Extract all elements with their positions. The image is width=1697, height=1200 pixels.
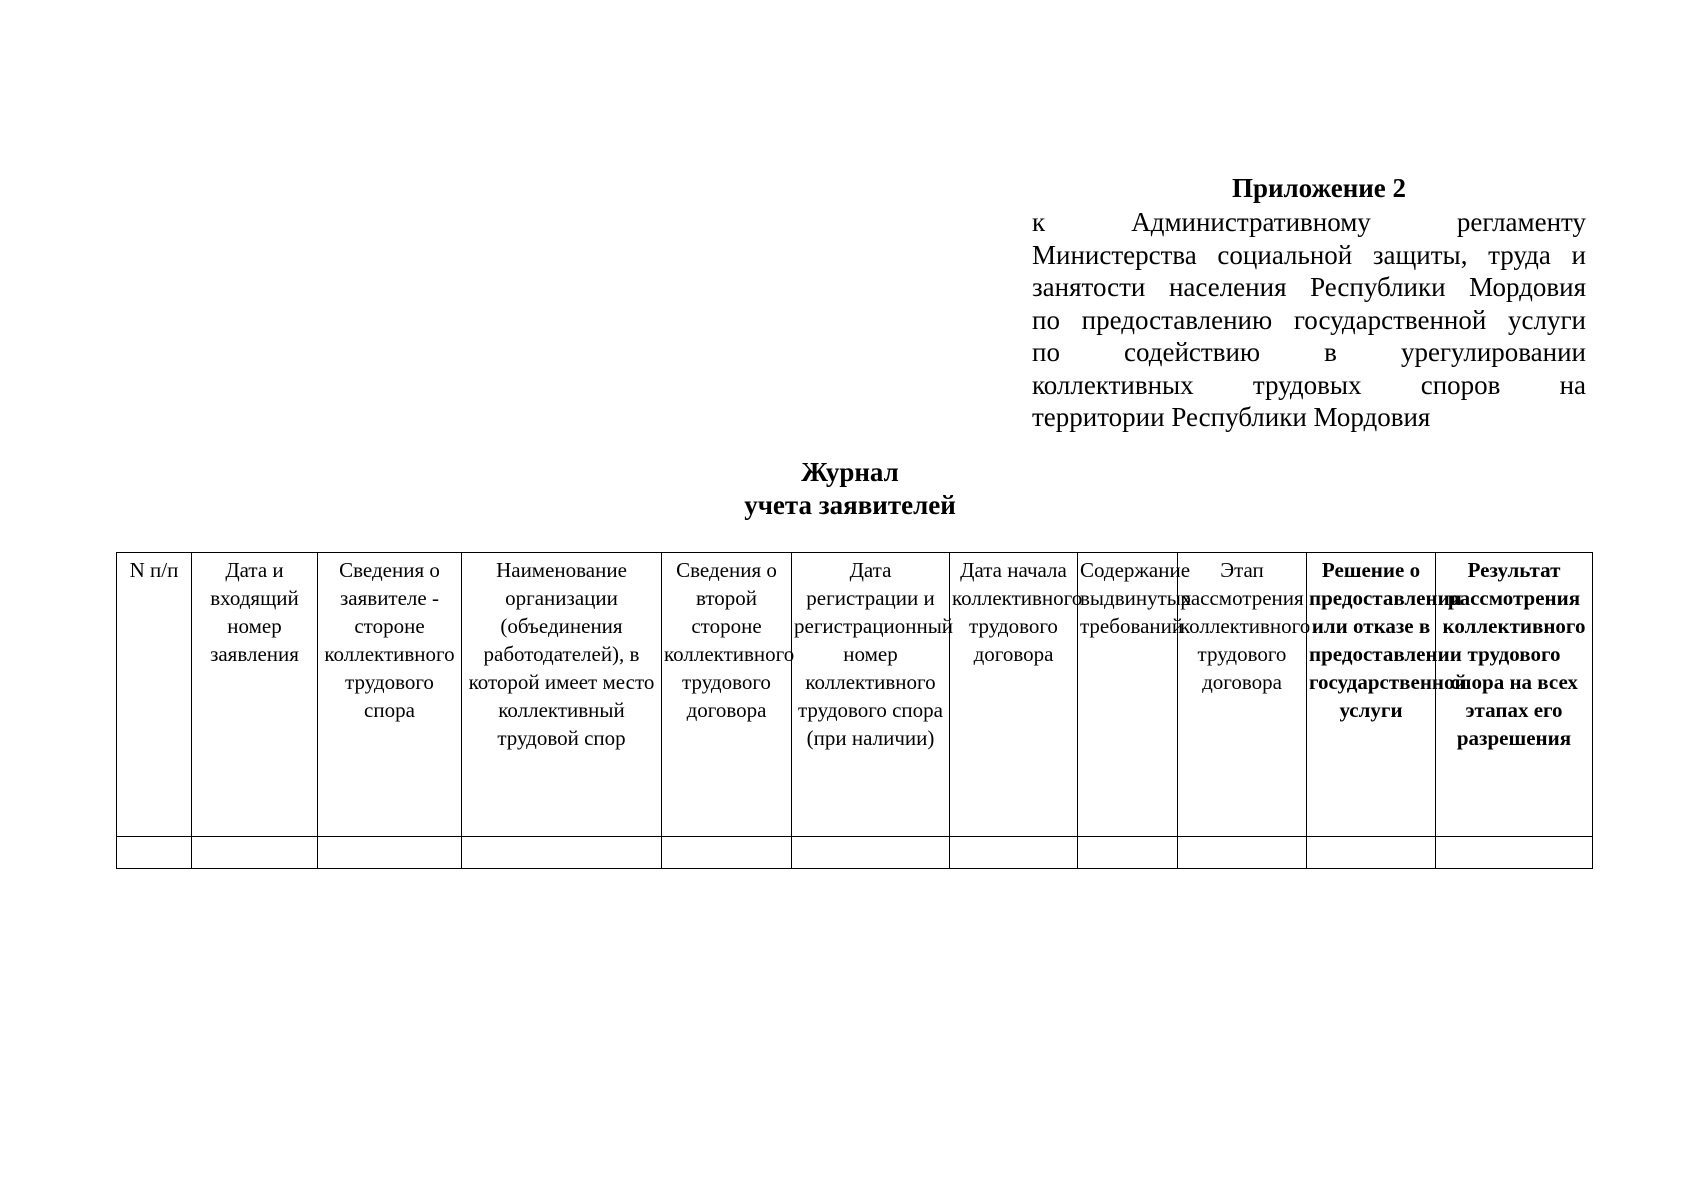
column-header: Сведения о второй стороне коллективного трудового договора <box>662 553 792 837</box>
appendix-line: коллективных трудовых споров на <box>1032 369 1586 400</box>
appendix-line: к Административному регламенту <box>1032 207 1586 237</box>
table-cell <box>318 837 462 869</box>
table-cell <box>1078 837 1178 869</box>
table-cell <box>792 837 950 869</box>
column-header: Этап рассмотрения коллективного трудового договора <box>1178 553 1307 837</box>
table-row <box>117 837 1593 869</box>
appendix-line: занятости населения Республики Мордовия <box>1032 272 1586 302</box>
column-header: Дата начала коллективного трудового договора <box>950 553 1078 837</box>
journal-title <box>700 456 1000 522</box>
appendix-title: Приложение 2 <box>1231 173 1407 203</box>
column-header: Дата регистрации и регистрационный номер коллективного трудового спора (при наличии) <box>792 553 950 837</box>
table-cell <box>462 837 662 869</box>
column-header: Содержание выдвинутых требований <box>1078 553 1178 837</box>
journal-subtitle-line: учета заявителей <box>744 490 956 520</box>
table-header-row <box>117 553 1593 837</box>
column-header: Результат рассмотрения коллективного трудового спора на всех этапах его разрешения <box>1436 553 1593 837</box>
column-header: Наименование организации (объединения работодателей), в которой имеет место коллективный трудовой спор <box>462 553 662 837</box>
table-cell <box>662 837 792 869</box>
column-header: N п/п <box>117 553 192 837</box>
appendix-line: Министерства социальной защиты, труда и <box>1032 239 1586 270</box>
column-header: Сведения о заявителе - стороне коллективного трудового спора <box>318 553 462 837</box>
table-cell <box>117 837 192 869</box>
appendix-line: территории Республики Мордовия <box>1032 402 1431 432</box>
table-cell <box>950 837 1078 869</box>
table-cell <box>1436 837 1593 869</box>
table-cell <box>1178 837 1307 869</box>
column-header: Дата и входящий номер заявления <box>192 553 318 837</box>
appendix-line: по предоставлению государственной услуги <box>1032 304 1586 335</box>
appendix-line: по содействию в урегулировании <box>1032 337 1586 367</box>
table-cell <box>1307 837 1436 869</box>
column-header: Решение о предоставлении или отказе в предоставлении государственной услуги <box>1307 553 1436 837</box>
appendix-block <box>1032 172 1586 434</box>
journal-title-line: Журнал <box>801 457 899 487</box>
journal-table <box>116 552 1593 869</box>
table-cell <box>192 837 318 869</box>
